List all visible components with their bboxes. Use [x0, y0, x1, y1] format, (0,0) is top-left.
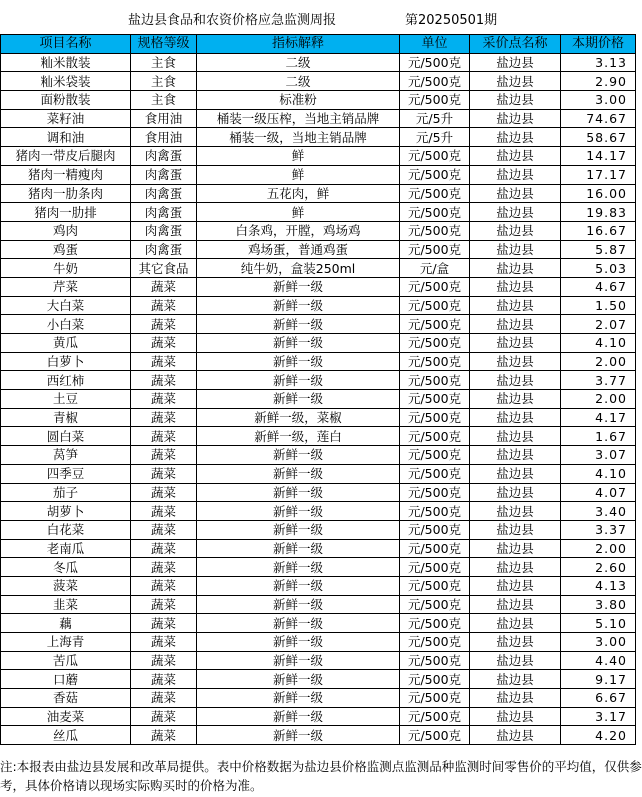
unit-cell: 元/500克	[400, 651, 470, 670]
spec-grade-cell: 蔬菜	[131, 296, 197, 315]
item-name-cell: 口蘑	[1, 670, 131, 689]
spec-grade-cell: 蔬菜	[131, 651, 197, 670]
price-cell: 16.67	[561, 221, 636, 240]
price-cell: 2.00	[561, 352, 636, 371]
table-row	[1, 240, 636, 259]
location-cell: 盐边县	[470, 408, 561, 427]
table-row	[1, 464, 636, 483]
item-name-cell: 大白菜	[1, 296, 131, 315]
price-cell: 4.20	[561, 726, 636, 745]
price-cell: 4.17	[561, 408, 636, 427]
unit-cell: 元/500克	[400, 165, 470, 184]
price-cell: 3.13	[561, 53, 636, 72]
table-row	[1, 726, 636, 745]
item-name-cell: 猪肉一肋条肉	[1, 184, 131, 203]
spec-grade-cell: 蔬菜	[131, 689, 197, 708]
spec-grade-cell: 蔬菜	[131, 277, 197, 296]
price-cell: 4.40	[561, 651, 636, 670]
item-name-cell: 上海青	[1, 633, 131, 652]
price-cell: 17.17	[561, 165, 636, 184]
table-row	[1, 670, 636, 689]
unit-cell: 元/5升	[400, 128, 470, 147]
price-cell: 2.07	[561, 315, 636, 334]
table-row	[1, 502, 636, 521]
location-cell: 盐边县	[470, 483, 561, 502]
item-name-cell: 冬瓜	[1, 558, 131, 577]
spec-grade-cell: 蔬菜	[131, 595, 197, 614]
description-cell: 鲜	[197, 147, 400, 166]
description-cell: 新鲜一级	[197, 446, 400, 465]
table-body	[1, 53, 636, 744]
item-name-cell: 黄瓜	[1, 334, 131, 353]
price-cell: 74.67	[561, 109, 636, 128]
description-cell: 新鲜一级	[197, 576, 400, 595]
unit-cell: 元/500克	[400, 184, 470, 203]
description-cell: 新鲜一级	[197, 670, 400, 689]
unit-cell: 元/500克	[400, 689, 470, 708]
unit-cell: 元/500克	[400, 483, 470, 502]
spec-grade-cell: 主食	[131, 53, 197, 72]
spec-grade-cell: 肉禽蛋	[131, 147, 197, 166]
item-name-cell: 圆白菜	[1, 427, 131, 446]
location-cell: 盐边县	[470, 595, 561, 614]
description-cell: 二级	[197, 72, 400, 91]
unit-cell: 元/500克	[400, 277, 470, 296]
location-cell: 盐边县	[470, 221, 561, 240]
location-cell: 盐边县	[470, 334, 561, 353]
table-row	[1, 53, 636, 72]
location-cell: 盐边县	[470, 352, 561, 371]
spec-grade-cell: 主食	[131, 91, 197, 110]
unit-cell: 元/500克	[400, 614, 470, 633]
location-cell: 盐边县	[470, 576, 561, 595]
price-cell: 19.83	[561, 203, 636, 222]
description-cell: 新鲜一级	[197, 651, 400, 670]
price-table	[0, 34, 636, 745]
spec-grade-cell: 肉禽蛋	[131, 203, 197, 222]
location-cell: 盐边县	[470, 203, 561, 222]
location-cell: 盐边县	[470, 184, 561, 203]
issue-number: 第20250501期	[405, 13, 498, 28]
unit-cell: 元/500克	[400, 91, 470, 110]
price-cell: 2.60	[561, 558, 636, 577]
spec-grade-cell: 蔬菜	[131, 371, 197, 390]
price-cell: 58.67	[561, 128, 636, 147]
price-cell: 5.03	[561, 259, 636, 278]
spec-grade-cell: 蔬菜	[131, 576, 197, 595]
description-cell: 新鲜一级	[197, 689, 400, 708]
spec-grade-cell: 蔬菜	[131, 315, 197, 334]
description-cell: 二级	[197, 53, 400, 72]
column-header-price: 本期价格	[561, 35, 636, 54]
item-name-cell: 老南瓜	[1, 539, 131, 558]
unit-cell: 元/500克	[400, 520, 470, 539]
item-name-cell: 茄子	[1, 483, 131, 502]
description-cell: 鸡场蛋，普通鸡蛋	[197, 240, 400, 259]
item-name-cell: 土豆	[1, 390, 131, 409]
location-cell: 盐边县	[470, 464, 561, 483]
table-row	[1, 277, 636, 296]
item-name-cell: 西红柿	[1, 371, 131, 390]
unit-cell: 元/盒	[400, 259, 470, 278]
location-cell: 盐边县	[470, 558, 561, 577]
unit-cell: 元/500克	[400, 53, 470, 72]
spec-grade-cell: 肉禽蛋	[131, 165, 197, 184]
price-cell: 3.00	[561, 633, 636, 652]
unit-cell: 元/500克	[400, 670, 470, 689]
report-title-bar	[0, 6, 642, 30]
description-cell: 白条鸡，开膛，鸡场鸡	[197, 221, 400, 240]
report-title: 盐边县食品和农资价格应急监测周报	[128, 13, 337, 28]
spec-grade-cell: 蔬菜	[131, 670, 197, 689]
location-cell: 盐边县	[470, 128, 561, 147]
location-cell: 盐边县	[470, 53, 561, 72]
description-cell: 鲜	[197, 165, 400, 184]
table-row	[1, 390, 636, 409]
description-cell: 新鲜一级	[197, 315, 400, 334]
item-name-cell: 牛奶	[1, 259, 131, 278]
description-cell: 新鲜一级	[197, 614, 400, 633]
item-name-cell: 四季豆	[1, 464, 131, 483]
table-row	[1, 707, 636, 726]
item-name-cell: 猪肉一肋排	[1, 203, 131, 222]
spec-grade-cell: 蔬菜	[131, 464, 197, 483]
price-cell: 3.17	[561, 707, 636, 726]
location-cell: 盐边县	[470, 633, 561, 652]
table-row	[1, 128, 636, 147]
column-header-spec: 规格等级	[131, 35, 197, 54]
spec-grade-cell: 肉禽蛋	[131, 184, 197, 203]
price-cell: 4.13	[561, 576, 636, 595]
description-cell: 新鲜一级	[197, 520, 400, 539]
item-name-cell: 猪肉一带皮后腿肉	[1, 147, 131, 166]
location-cell: 盐边县	[470, 109, 561, 128]
spec-grade-cell: 蔬菜	[131, 427, 197, 446]
item-name-cell: 香菇	[1, 689, 131, 708]
unit-cell: 元/500克	[400, 464, 470, 483]
table-header-row	[1, 35, 636, 54]
spec-grade-cell: 蔬菜	[131, 520, 197, 539]
description-cell: 新鲜一级	[197, 633, 400, 652]
spec-grade-cell: 蔬菜	[131, 633, 197, 652]
table-row	[1, 483, 636, 502]
spec-grade-cell: 肉禽蛋	[131, 221, 197, 240]
table-row	[1, 427, 636, 446]
price-cell: 1.50	[561, 296, 636, 315]
unit-cell: 元/500克	[400, 408, 470, 427]
description-cell: 新鲜一级	[197, 277, 400, 296]
table-row	[1, 352, 636, 371]
description-cell: 新鲜一级	[197, 595, 400, 614]
price-cell: 9.17	[561, 670, 636, 689]
price-cell: 3.00	[561, 91, 636, 110]
description-cell: 标准粉	[197, 91, 400, 110]
unit-cell: 元/500克	[400, 446, 470, 465]
table-row	[1, 109, 636, 128]
unit-cell: 元/500克	[400, 371, 470, 390]
unit-cell: 元/500克	[400, 427, 470, 446]
spec-grade-cell: 蔬菜	[131, 334, 197, 353]
location-cell: 盐边县	[470, 371, 561, 390]
column-header-item: 项目名称	[1, 35, 131, 54]
description-cell: 新鲜一级	[197, 539, 400, 558]
table-row	[1, 520, 636, 539]
location-cell: 盐边县	[470, 670, 561, 689]
spec-grade-cell: 蔬菜	[131, 390, 197, 409]
unit-cell: 元/500克	[400, 352, 470, 371]
table-row	[1, 203, 636, 222]
item-name-cell: 芹菜	[1, 277, 131, 296]
unit-cell: 元/500克	[400, 296, 470, 315]
description-cell: 新鲜一级	[197, 334, 400, 353]
spec-grade-cell: 蔬菜	[131, 502, 197, 521]
location-cell: 盐边县	[470, 726, 561, 745]
description-cell: 新鲜一级	[197, 558, 400, 577]
table-row	[1, 576, 636, 595]
unit-cell: 元/500克	[400, 576, 470, 595]
item-name-cell: 白花菜	[1, 520, 131, 539]
item-name-cell: 猪肉一精瘦肉	[1, 165, 131, 184]
price-cell: 3.07	[561, 446, 636, 465]
spec-grade-cell: 其它食品	[131, 259, 197, 278]
table-row	[1, 446, 636, 465]
description-cell: 新鲜一级	[197, 707, 400, 726]
item-name-cell: 莴笋	[1, 446, 131, 465]
description-cell: 五花肉，鲜	[197, 184, 400, 203]
description-cell: 新鲜一级，莲白	[197, 427, 400, 446]
location-cell: 盐边县	[470, 539, 561, 558]
table-row	[1, 539, 636, 558]
table-row	[1, 147, 636, 166]
location-cell: 盐边县	[470, 427, 561, 446]
price-cell: 4.10	[561, 464, 636, 483]
location-cell: 盐边县	[470, 315, 561, 334]
description-cell: 新鲜一级	[197, 390, 400, 409]
description-cell: 桶装一级，当地主销品牌	[197, 128, 400, 147]
unit-cell: 元/500克	[400, 72, 470, 91]
unit-cell: 元/500克	[400, 203, 470, 222]
spec-grade-cell: 蔬菜	[131, 483, 197, 502]
location-cell: 盐边县	[470, 240, 561, 259]
table-row	[1, 633, 636, 652]
item-name-cell: 油麦菜	[1, 707, 131, 726]
location-cell: 盐边县	[470, 165, 561, 184]
table-row	[1, 296, 636, 315]
description-cell: 新鲜一级，菜椒	[197, 408, 400, 427]
price-cell: 4.67	[561, 277, 636, 296]
spec-grade-cell: 蔬菜	[131, 614, 197, 633]
location-cell: 盐边县	[470, 390, 561, 409]
item-name-cell: 白萝卜	[1, 352, 131, 371]
table-row	[1, 595, 636, 614]
spec-grade-cell: 蔬菜	[131, 558, 197, 577]
spec-grade-cell: 肉禽蛋	[131, 240, 197, 259]
price-cell: 6.67	[561, 689, 636, 708]
price-cell: 2.00	[561, 390, 636, 409]
table-row	[1, 651, 636, 670]
unit-cell: 元/500克	[400, 502, 470, 521]
item-name-cell: 小白菜	[1, 315, 131, 334]
price-cell: 5.87	[561, 240, 636, 259]
table-row	[1, 91, 636, 110]
description-cell: 纯牛奶，盒装250ml	[197, 259, 400, 278]
item-name-cell: 调和油	[1, 128, 131, 147]
table-row	[1, 408, 636, 427]
price-cell: 1.67	[561, 427, 636, 446]
location-cell: 盐边县	[470, 651, 561, 670]
price-cell: 4.07	[561, 483, 636, 502]
location-cell: 盐边县	[470, 147, 561, 166]
spec-grade-cell: 蔬菜	[131, 539, 197, 558]
location-cell: 盐边县	[470, 277, 561, 296]
spec-grade-cell: 蔬菜	[131, 707, 197, 726]
price-cell: 3.80	[561, 595, 636, 614]
description-cell: 新鲜一级	[197, 371, 400, 390]
unit-cell: 元/500克	[400, 707, 470, 726]
table-row	[1, 689, 636, 708]
item-name-cell: 菠菜	[1, 576, 131, 595]
item-name-cell: 丝瓜	[1, 726, 131, 745]
price-cell: 2.00	[561, 539, 636, 558]
item-name-cell: 籼米袋装	[1, 72, 131, 91]
spec-grade-cell: 主食	[131, 72, 197, 91]
unit-cell: 元/500克	[400, 595, 470, 614]
price-cell: 4.10	[561, 334, 636, 353]
column-header-desc: 指标解释	[197, 35, 400, 54]
table-row	[1, 165, 636, 184]
location-cell: 盐边县	[470, 446, 561, 465]
table-row	[1, 371, 636, 390]
price-cell: 3.40	[561, 502, 636, 521]
location-cell: 盐边县	[470, 502, 561, 521]
table-row	[1, 259, 636, 278]
description-cell: 新鲜一级	[197, 502, 400, 521]
location-cell: 盐边县	[470, 689, 561, 708]
unit-cell: 元/500克	[400, 221, 470, 240]
table-row	[1, 315, 636, 334]
item-name-cell: 鸡蛋	[1, 240, 131, 259]
table-row	[1, 558, 636, 577]
footnote: 注:本报表由盐边县发展和改革局提供。表中价格数据为盐边县价格监测点监测品种监测时间零售价的平均值，仅供参考，具体价格请以现场实际购买时的价格为准。	[0, 759, 642, 793]
spec-grade-cell: 食用油	[131, 109, 197, 128]
item-name-cell: 鸡肉	[1, 221, 131, 240]
table-row	[1, 184, 636, 203]
table-row	[1, 221, 636, 240]
price-cell: 16.00	[561, 184, 636, 203]
unit-cell: 元/500克	[400, 315, 470, 334]
unit-cell: 元/500克	[400, 539, 470, 558]
description-cell: 新鲜一级	[197, 483, 400, 502]
item-name-cell: 苦瓜	[1, 651, 131, 670]
table-row	[1, 334, 636, 353]
location-cell: 盐边县	[470, 296, 561, 315]
item-name-cell: 青椒	[1, 408, 131, 427]
location-cell: 盐边县	[470, 614, 561, 633]
location-cell: 盐边县	[470, 707, 561, 726]
item-name-cell: 面粉散装	[1, 91, 131, 110]
item-name-cell: 胡萝卜	[1, 502, 131, 521]
location-cell: 盐边县	[470, 520, 561, 539]
description-cell: 桶装一级压榨，当地主销品牌	[197, 109, 400, 128]
spec-grade-cell: 食用油	[131, 128, 197, 147]
item-name-cell: 菜籽油	[1, 109, 131, 128]
unit-cell: 元/500克	[400, 240, 470, 259]
column-header-unit: 单位	[400, 35, 470, 54]
spec-grade-cell: 蔬菜	[131, 408, 197, 427]
spec-grade-cell: 蔬菜	[131, 726, 197, 745]
description-cell: 新鲜一级	[197, 464, 400, 483]
description-cell: 新鲜一级	[197, 296, 400, 315]
price-cell: 3.37	[561, 520, 636, 539]
location-cell: 盐边县	[470, 72, 561, 91]
column-header-location: 采价点名称	[470, 35, 561, 54]
unit-cell: 元/500克	[400, 390, 470, 409]
description-cell: 新鲜一级	[197, 352, 400, 371]
location-cell: 盐边县	[470, 259, 561, 278]
unit-cell: 元/500克	[400, 147, 470, 166]
table-row	[1, 72, 636, 91]
price-cell: 14.17	[561, 147, 636, 166]
item-name-cell: 籼米散装	[1, 53, 131, 72]
table-row	[1, 614, 636, 633]
location-cell: 盐边县	[470, 91, 561, 110]
price-cell: 5.10	[561, 614, 636, 633]
price-cell: 3.77	[561, 371, 636, 390]
unit-cell: 元/500克	[400, 633, 470, 652]
description-cell: 新鲜一级	[197, 726, 400, 745]
item-name-cell: 韭菜	[1, 595, 131, 614]
spec-grade-cell: 蔬菜	[131, 352, 197, 371]
item-name-cell: 藕	[1, 614, 131, 633]
description-cell: 鲜	[197, 203, 400, 222]
price-cell: 2.90	[561, 72, 636, 91]
unit-cell: 元/500克	[400, 726, 470, 745]
spec-grade-cell: 蔬菜	[131, 446, 197, 465]
unit-cell: 元/500克	[400, 334, 470, 353]
unit-cell: 元/500克	[400, 558, 470, 577]
unit-cell: 元/5升	[400, 109, 470, 128]
